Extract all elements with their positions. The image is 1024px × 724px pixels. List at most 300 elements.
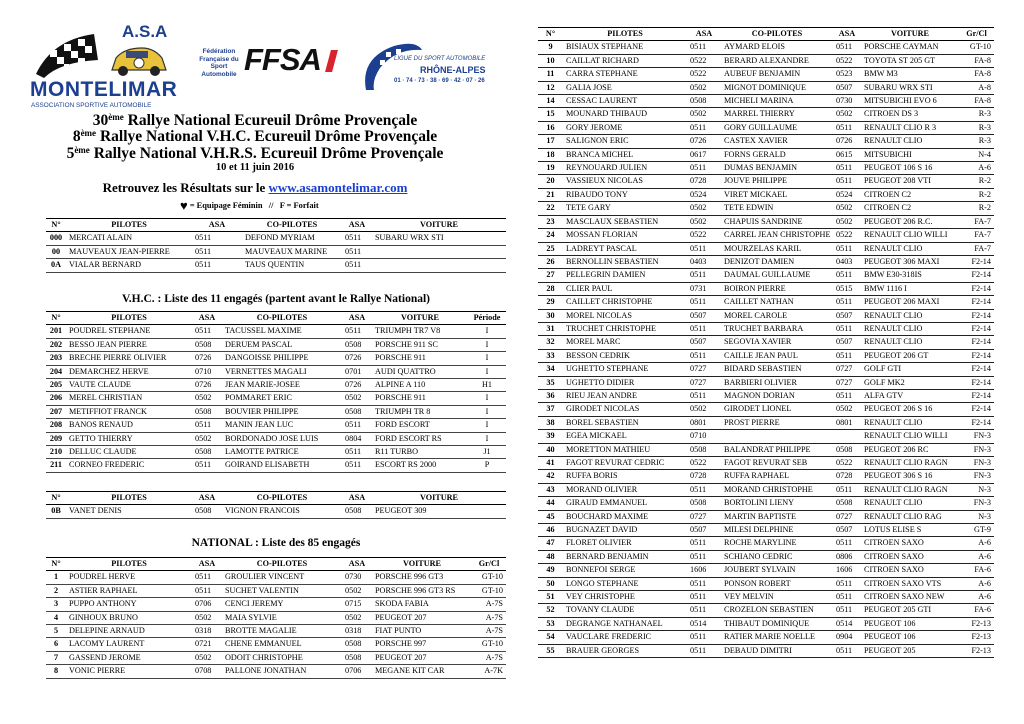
class: A-7K <box>472 665 506 678</box>
entry-number: 17 <box>538 135 563 148</box>
entry-number: 38 <box>538 416 563 429</box>
class: N-3 <box>959 510 994 523</box>
car: RENAULT CLIO RAG <box>861 510 959 523</box>
entry-number: 27 <box>538 269 563 282</box>
table-row <box>538 296 994 309</box>
class: J1 <box>468 446 506 459</box>
class: FA-8 <box>959 68 994 81</box>
table-row <box>538 430 994 443</box>
copilot-name: POMMARET ERIC <box>222 392 342 405</box>
entry-number: 207 <box>46 405 66 418</box>
entry-number: 25 <box>538 242 563 255</box>
class: F2-14 <box>959 349 994 362</box>
pilot-name: BRAUER GEORGES <box>563 644 687 657</box>
table-row <box>46 571 506 584</box>
table-row <box>538 591 994 604</box>
pilot-asa: 0710 <box>687 430 721 443</box>
pilot-name: BANOS RENAUD <box>66 419 192 432</box>
copilot-asa <box>833 430 861 443</box>
class: GT-10 <box>959 41 994 54</box>
entry-number: 35 <box>538 376 563 389</box>
pilot-asa: 0524 <box>687 188 721 201</box>
pilot-name: CARRA STEPHANE <box>563 68 687 81</box>
table-row <box>46 651 506 664</box>
car: TRIUMPH TR7 V8 <box>372 325 468 338</box>
pilot-asa: 0708 <box>192 665 222 678</box>
car: PORSCHE 911 SC <box>372 338 468 351</box>
entry-number: 7 <box>46 651 66 664</box>
entry-number: 11 <box>538 68 563 81</box>
class: FN-3 <box>959 497 994 510</box>
vhc-table <box>46 311 506 473</box>
copilot-name: MICHELI MARINA <box>721 95 833 108</box>
pilot-asa: 0511 <box>687 604 721 617</box>
entry-number: 206 <box>46 392 66 405</box>
pilot-asa: 0502 <box>192 611 222 624</box>
table-header: N° PILOTES ASA CO-PILOTES ASA VOITURE Gr/Cl <box>538 28 994 41</box>
copilot-asa: 1606 <box>833 564 861 577</box>
pilot-asa: 0728 <box>687 470 721 483</box>
class: R-3 <box>959 121 994 134</box>
copilot-asa: 0511 <box>342 245 372 258</box>
copilot-name: RATIER MARIE NOELLE <box>721 631 833 644</box>
pilot-name: BOREL SEBASTIEN <box>563 416 687 429</box>
entry-number: 1 <box>46 571 66 584</box>
car: PEUGEOT 206 MAXI <box>861 296 959 309</box>
table-row <box>538 188 994 201</box>
copilot-asa: 0511 <box>833 121 861 134</box>
class: A-7S <box>472 625 506 638</box>
car: PEUGEOT 306 S 16 <box>861 470 959 483</box>
class: FN-3 <box>959 443 994 456</box>
class: A-6 <box>959 537 994 550</box>
entry-number: 15 <box>538 108 563 121</box>
copilot-name: JOUBERT SYLVAIN <box>721 564 833 577</box>
copilot-asa: 0502 <box>342 584 372 597</box>
copilot-name: PALLONE JONATHAN <box>222 665 342 678</box>
pilot-name: GORY JEROME <box>563 121 687 134</box>
pilot-name: BRANCA MICHEL <box>563 148 687 161</box>
copilot-asa: 0730 <box>342 571 372 584</box>
copilot-asa: 0502 <box>342 392 372 405</box>
table-row <box>538 282 994 295</box>
car: FIAT PUNTO <box>372 625 472 638</box>
car: PEUGEOT 306 MAXI <box>861 255 959 268</box>
entry-number: 30 <box>538 309 563 322</box>
class: I <box>468 405 506 418</box>
copilot-asa: 0511 <box>833 349 861 362</box>
table-row <box>538 121 994 134</box>
copilot-asa: 0514 <box>833 617 861 630</box>
copilot-asa: 0806 <box>833 550 861 563</box>
pilot-asa: 0726 <box>687 135 721 148</box>
pilot-asa: 0706 <box>192 598 222 611</box>
class: F2-14 <box>959 363 994 376</box>
pilot-asa: 0511 <box>687 296 721 309</box>
pilot-name: VONIC PIERRE <box>66 665 192 678</box>
pilot-asa: 0511 <box>687 389 721 402</box>
pilot-asa: 0727 <box>687 363 721 376</box>
pilot-asa: 0318 <box>192 625 222 638</box>
car: RENAULT CLIO <box>861 242 959 255</box>
asa-logo-sub: ASSOCIATION SPORTIVE AUTOMOBILE <box>31 102 152 109</box>
pilot-name: BERNARD BENJAMIN <box>563 550 687 563</box>
car: RENAULT CLIO <box>861 497 959 510</box>
vhc-title: V.H.C. : Liste des 11 engagés (partent avant le Rallye National) <box>121 293 431 305</box>
car: CITROEN C2 <box>861 188 959 201</box>
table-row <box>538 215 994 228</box>
entry-number: 28 <box>538 282 563 295</box>
copilot-name: TAUS QUENTIN <box>242 259 342 272</box>
pilot-name: FLORET OLIVIER <box>563 537 687 550</box>
class: A-6 <box>959 577 994 590</box>
heart-icon: ♥ <box>180 198 188 213</box>
rally-car-icon <box>108 42 170 78</box>
pilot-name: MEREL CHRISTIAN <box>66 392 192 405</box>
pilot-name: GETTO THIERRY <box>66 432 192 445</box>
class: F2-14 <box>959 322 994 335</box>
copilot-asa: 0726 <box>342 352 372 365</box>
pilot-asa: 0511 <box>687 242 721 255</box>
car: PORSCHE 997 <box>372 638 472 651</box>
car: PEUGEOT 208 VTI <box>861 175 959 188</box>
copilot-name: RUFFA RAPHAEL <box>721 470 833 483</box>
pilot-name: LADREYT PASCAL <box>563 242 687 255</box>
pilot-name: GASSEND JEROME <box>66 651 192 664</box>
pilot-asa: 0726 <box>192 352 222 365</box>
entry-number: 50 <box>538 577 563 590</box>
class: F2-13 <box>959 644 994 657</box>
pilot-asa: 0507 <box>687 336 721 349</box>
class: I <box>468 352 506 365</box>
class: N-4 <box>959 148 994 161</box>
copilot-name: MOURZELAS KARIL <box>721 242 833 255</box>
ligue-phone: 01 · 74 · 73 · 38 · 69 · 42 · 07 · 26 <box>394 78 485 84</box>
class: A-7S <box>472 598 506 611</box>
class: A-7S <box>472 611 506 624</box>
car: FORD ESCORT RS <box>372 432 468 445</box>
copilot-name: CAILLET NATHAN <box>721 296 833 309</box>
table-row <box>538 416 994 429</box>
copilot-asa: 0502 <box>833 202 861 215</box>
car: RENAULT CLIO WILLI <box>861 229 959 242</box>
copilot-asa: 0508 <box>342 505 372 518</box>
copilot-name: ROCHE MARYLINE <box>721 537 833 550</box>
copilot-name: BERARD ALEXANDRE <box>721 54 833 67</box>
entry-number: 39 <box>538 430 563 443</box>
pilot-name: EGEA MICKAEL <box>563 430 687 443</box>
class: FA-8 <box>959 54 994 67</box>
pilot-asa: 0511 <box>687 591 721 604</box>
car: PORSCHE 996 GT3 RS <box>372 584 472 597</box>
vhc-body <box>46 325 506 472</box>
copilot-name: DEFOND MYRIAM <box>242 232 342 245</box>
car: RENAULT CLIO RAGN <box>861 483 959 496</box>
pilot-name: TETE GARY <box>563 202 687 215</box>
copilot-asa: 0511 <box>833 242 861 255</box>
pilot-asa: 0507 <box>687 309 721 322</box>
pilot-asa: 0511 <box>192 584 222 597</box>
table-row <box>46 259 506 272</box>
pilot-name: LONGO STEPHANE <box>563 577 687 590</box>
copilot-name: PROST PIERRE <box>721 416 833 429</box>
entry-number: 3 <box>46 598 66 611</box>
class: F2-14 <box>959 296 994 309</box>
copilot-name: CAILLE JEAN PAUL <box>721 349 833 362</box>
pilot-asa: 0502 <box>687 202 721 215</box>
copilot-name: VIGNON FRANCOIS <box>222 505 342 518</box>
class: I <box>468 392 506 405</box>
ffsa-text: FFSA <box>244 42 321 77</box>
entry-number: 205 <box>46 379 66 392</box>
entry-number: 12 <box>538 81 563 94</box>
copilot-asa: 0511 <box>833 537 861 550</box>
table-row <box>538 483 994 496</box>
car: PORSCHE 911 <box>372 392 468 405</box>
class: R-3 <box>959 135 994 148</box>
class: F2-14 <box>959 336 994 349</box>
copilot-asa: 0511 <box>833 483 861 496</box>
copilot-name: AUBEUF BENJAMIN <box>721 68 833 81</box>
entry-number: 18 <box>538 148 563 161</box>
results-link[interactable]: www.asamontelimar.com <box>268 180 408 195</box>
pilot-asa: 0502 <box>687 81 721 94</box>
car: SUBARU WRX STI <box>861 81 959 94</box>
class: FN-3 <box>959 470 994 483</box>
entry-number: 9 <box>538 41 563 54</box>
pilot-asa: 0502 <box>192 392 222 405</box>
pilot-asa: 0511 <box>687 550 721 563</box>
entry-number: 204 <box>46 365 66 378</box>
copilot-asa: 0904 <box>833 631 861 644</box>
table-row <box>538 470 994 483</box>
table-row <box>538 524 994 537</box>
copilot-asa: 0728 <box>833 470 861 483</box>
copilot-asa: 0508 <box>342 338 372 351</box>
copilot-name: BROTTE MAGALIE <box>222 625 342 638</box>
table-row <box>538 95 994 108</box>
entry-number: 43 <box>538 483 563 496</box>
copilot-name: BARBIERI OLIVIER <box>721 376 833 389</box>
copilot-asa: 0522 <box>833 457 861 470</box>
class: GT-10 <box>472 571 506 584</box>
car: TOYOTA ST 205 GT <box>861 54 959 67</box>
class: A-6 <box>959 162 994 175</box>
table-row <box>46 584 506 597</box>
pilot-name: MOSSAN FLORIAN <box>563 229 687 242</box>
car: RENAULT CLIO R 3 <box>861 121 959 134</box>
car: TRIUMPH TR 8 <box>372 405 468 418</box>
pilot-name: PUPPO ANTHONY <box>66 598 192 611</box>
pilot-asa: 0728 <box>687 175 721 188</box>
pilot-name: DELLUC CLAUDE <box>66 446 192 459</box>
table-row <box>538 631 994 644</box>
pilot-name: MERCATI ALAIN <box>66 232 192 245</box>
copilot-name: MORAND CHRISTOPHE <box>721 483 833 496</box>
pilot-name: BOUCHARD MAXIME <box>563 510 687 523</box>
car: PEUGEOT 106 S 16 <box>861 162 959 175</box>
copilot-asa: 0502 <box>833 215 861 228</box>
table-row <box>46 432 506 445</box>
entry-number: 45 <box>538 510 563 523</box>
pilot-name: TRUCHET CHRISTOPHE <box>563 322 687 335</box>
copilot-name: BORDONADO JOSE LUIS <box>222 432 342 445</box>
class: F2-14 <box>959 255 994 268</box>
table-row <box>538 202 994 215</box>
copilot-asa: 0727 <box>833 510 861 523</box>
table-row <box>46 459 506 472</box>
entry-number: 19 <box>538 162 563 175</box>
copilot-name: MIGNOT DOMINIQUE <box>721 81 833 94</box>
table-row <box>46 325 506 338</box>
car: PEUGEOT 205 GTI <box>861 604 959 617</box>
table-row <box>538 68 994 81</box>
pilot-asa: 0508 <box>192 338 222 351</box>
pilot-name: MORETTON MATHIEU <box>563 443 687 456</box>
checkered-flag-icon <box>32 30 102 78</box>
car: ALPINE A 110 <box>372 379 468 392</box>
table-row <box>538 497 994 510</box>
entry-number: 0B <box>46 505 66 518</box>
entry-number: 51 <box>538 591 563 604</box>
copilot-asa: 0511 <box>833 644 861 657</box>
car: RENAULT CLIO <box>861 336 959 349</box>
class: P <box>468 459 506 472</box>
class: A-6 <box>959 550 994 563</box>
copilot-asa: 0508 <box>342 651 372 664</box>
car: CITROEN SAXO <box>861 537 959 550</box>
car: PORSCHE 911 <box>372 352 468 365</box>
class: F2-14 <box>959 309 994 322</box>
table-row <box>538 389 994 402</box>
table-row <box>538 162 994 175</box>
pilot-asa: 0508 <box>687 443 721 456</box>
car: PORSCHE 996 GT3 <box>372 571 472 584</box>
copilot-asa: 0502 <box>833 108 861 121</box>
car: PEUGEOT 106 <box>861 631 959 644</box>
table-row <box>538 336 994 349</box>
class: I <box>468 325 506 338</box>
pilot-name: DEGRANGE NATHANAEL <box>563 617 687 630</box>
entry-number: 52 <box>538 604 563 617</box>
entry-number: 202 <box>46 338 66 351</box>
car: MITSUBICHI EVO 6 <box>861 95 959 108</box>
entry-number: 23 <box>538 215 563 228</box>
table-row <box>46 505 506 518</box>
copilot-name: TRUCHET BARBARA <box>721 322 833 335</box>
table-row <box>46 392 506 405</box>
pilot-asa: 0522 <box>687 54 721 67</box>
table-row <box>538 108 994 121</box>
table-row <box>538 457 994 470</box>
entry-number: 33 <box>538 349 563 362</box>
pilot-name: CAILLAT RICHARD <box>563 54 687 67</box>
copilot-name: JOUVE PHILIPPE <box>721 175 833 188</box>
class: FA-6 <box>959 564 994 577</box>
car: PEUGEOT 205 <box>861 644 959 657</box>
pilot-name: VANET DENIS <box>66 505 192 518</box>
table-row <box>46 232 506 245</box>
copilot-asa: 0511 <box>342 232 372 245</box>
copilot-asa: 0511 <box>833 162 861 175</box>
ffsa-red-stripe <box>325 50 338 72</box>
copilot-name: DENIZOT DAMIEN <box>721 255 833 268</box>
entry-number: 0A <box>46 259 66 272</box>
table-row <box>46 638 506 651</box>
table-row <box>538 644 994 657</box>
copilot-name: FAGOT REVURAT SEB <box>721 457 833 470</box>
copilot-asa: 0508 <box>833 443 861 456</box>
car: MITSUBICHI <box>861 148 959 161</box>
pilot-asa: 0731 <box>687 282 721 295</box>
pilot-name: METIFFIOT FRANCK <box>66 405 192 418</box>
copilot-name: CHENE EMMANUEL <box>222 638 342 651</box>
copilot-name: GORY GUILLAUME <box>721 121 833 134</box>
pilot-asa: 0721 <box>192 638 222 651</box>
pilot-name: CLIER PAUL <box>563 282 687 295</box>
copilot-name: DANGOISSE PHILIPPE <box>222 352 342 365</box>
pilot-name: VASSIEUX NICOLAS <box>563 175 687 188</box>
entry-number: 44 <box>538 497 563 510</box>
table-row <box>538 510 994 523</box>
copilot-asa: 0511 <box>833 322 861 335</box>
copilot-name: THIBAUT DOMINIQUE <box>721 617 833 630</box>
copilot-asa: 0801 <box>833 416 861 429</box>
copilot-asa: 0508 <box>833 497 861 510</box>
class: R-2 <box>959 175 994 188</box>
entry-number: 55 <box>538 644 563 657</box>
copilot-asa: 0515 <box>833 282 861 295</box>
car: PORSCHE CAYMAN <box>861 41 959 54</box>
pilot-name: MAUVEAUX JEAN-PIERRE <box>66 245 192 258</box>
entry-number: 47 <box>538 537 563 550</box>
entry-number: 53 <box>538 617 563 630</box>
ligue-line1: LIGUE DU SPORT AUTOMOBILE <box>394 56 486 62</box>
pilot-asa: 0508 <box>192 405 222 418</box>
class: GT-9 <box>959 524 994 537</box>
table-row <box>538 148 994 161</box>
pilot-asa: 0502 <box>687 108 721 121</box>
car: CITROEN SAXO NEW <box>861 591 959 604</box>
car: PEUGEOT 206 S 16 <box>861 403 959 416</box>
table-row <box>538 242 994 255</box>
pilot-asa: 0514 <box>687 617 721 630</box>
class: I <box>468 338 506 351</box>
table-row <box>46 611 506 624</box>
car: PEUGEOT 207 <box>372 611 472 624</box>
entry-number: 24 <box>538 229 563 242</box>
pilot-name: GIRAUD EMMANUEL <box>563 497 687 510</box>
table-row <box>46 665 506 678</box>
table-row <box>538 54 994 67</box>
copilot-asa: 0507 <box>833 81 861 94</box>
car: PEUGEOT 206 GT <box>861 349 959 362</box>
table-row <box>538 309 994 322</box>
entry-number: 31 <box>538 322 563 335</box>
asa-logo-top: A.S.A <box>122 22 168 41</box>
copilot-name: GOIRAND ELISABETH <box>222 459 342 472</box>
copilot-asa: 0522 <box>833 54 861 67</box>
car: R11 TURBO <box>372 446 468 459</box>
table-row <box>538 577 994 590</box>
table-row <box>538 255 994 268</box>
entry-number: 41 <box>538 457 563 470</box>
copilot-asa: 0403 <box>833 255 861 268</box>
car: CITROEN SAXO <box>861 564 959 577</box>
copilot-asa: 0502 <box>342 611 372 624</box>
copilot-asa: 0511 <box>833 269 861 282</box>
entry-number: 6 <box>46 638 66 651</box>
